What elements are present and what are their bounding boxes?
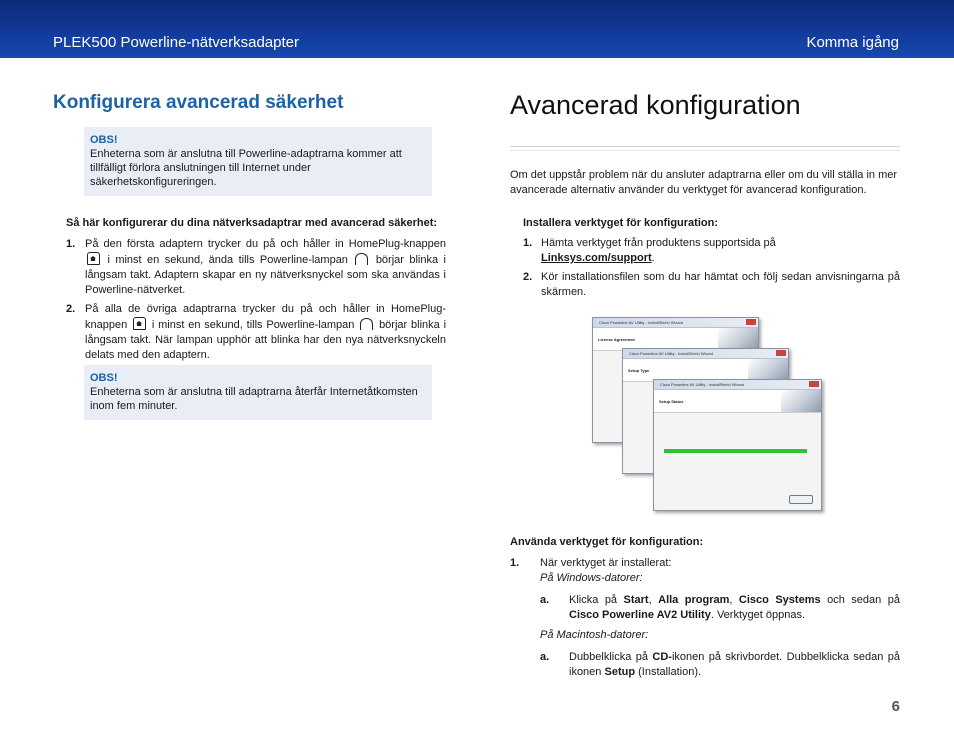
installer-window-setup-status [653,379,822,511]
advanced-config-title: Avancerad konfiguration [510,90,801,120]
intro-paragraph: Om det uppstår problem när du ansluter adaptrarna eller om du vill ställa in mer avancerade alternativ använder du verktyget för avancerad konfiguration. [510,169,898,196]
close-icon [746,319,756,325]
step-text: När verktyget är installerat: [540,557,672,569]
install-steps [523,236,900,304]
note-box [84,127,432,196]
windows-label: På Windows-datorer: [540,572,643,584]
use-heading: Använda verktyget för konfiguration: [510,536,704,548]
step-item [66,237,446,298]
step-text: På den första adaptern trycker du på och håller in HomePlug-knappen [85,238,446,250]
step-item [523,270,900,300]
divider [510,150,900,151]
step-item [66,302,446,363]
note-label: OBS! [90,372,118,384]
step-number: 1. [66,238,76,250]
window-subtitle: License Agreement [598,337,635,342]
step-item [510,556,900,571]
page-header [0,0,954,58]
step-number: 2. [523,271,533,283]
cancel-button [789,495,813,504]
powerline-light-icon [355,253,368,265]
step-text: i minst en sekund, tills Powerline-lampan [151,319,355,331]
step-item: 1. Hämta verktyget från produktens supportsida på Linksys.com/support. [523,237,776,264]
instruction-lead: Så här konfigurerar du dina nätverksadaptrar med avancerad säkerhet: [66,217,438,229]
window-title: Cisco Powerline AV Utility - InstallShield Wizard [599,320,684,325]
window-title: Cisco Powerline AV Utility - InstallShield Wizard [660,382,745,387]
wizard-graphic [781,390,821,412]
support-link[interactable]: Linksys.com/support [541,252,652,264]
powerline-light-icon [360,318,373,330]
step-text: Kör installationsfilen som du har hämtat och följ sedan anvisningarna på skärmen. [541,271,900,298]
homeplug-button-icon [87,252,100,265]
close-icon [809,381,819,387]
document-title: PLEK500 Powerline-nätverksadapter [53,34,299,51]
step-text: i minst en sekund, ända tills Powerline-lampan [107,254,348,266]
security-steps [66,237,446,367]
advanced-security-heading: Konfigurera avancerad säkerhet [53,92,344,113]
windows-instruction: a. Klicka på Start, Alla program, Cisco Systems och sedan på Cisco Powerline AV2 Utility. Verktyget öppnas. [540,594,900,621]
step-text: På alla de övriga adaptrarna trycker du på och håller in HomePlug-knappen [85,303,446,331]
note-text: Enheterna som är anslutna till adaptrarna återfår Internetåtkomsten inom fem minuter. [90,386,418,412]
close-icon [776,350,786,356]
divider [510,146,900,147]
wizard-graphic [748,359,788,381]
step-text: börjar blinka i långsam takt. När lampan upphör att blinka har den nya nätverksnyckeln delats med den adaptern. [85,319,447,361]
install-progress-bar [664,449,807,453]
step-number: 1. [523,237,533,249]
step-number: 2. [66,303,76,315]
window-title: Cisco Powerline AV Utility - InstallShield Wizard [629,351,714,356]
step-number: 1. [510,557,520,569]
note-box [84,365,432,420]
left-column-heading [53,92,446,114]
step-text: Hämta verktyget från produktens supportsida på [541,237,776,249]
mac-label: På Macintosh-datorer: [540,629,649,641]
homeplug-button-icon [133,317,146,330]
window-subtitle: Setup Status [659,399,684,404]
window-subtitle: Setup Type [628,368,650,373]
section-title: Komma igång [806,34,899,51]
page-number: 6 [891,698,900,715]
note-label: OBS! [90,134,118,146]
step-text: börjar blinka i långsam takt. Adaptern skapar en ny nätverksnyckel som ska användas i Powerline-nätverket. [85,254,446,296]
install-heading: Installera verktyget för konfiguration: [523,217,718,229]
note-text: Enheterna som är anslutna till Powerline-adaptrarna kommer att tillfälligt förlora anslutningen till Internet under säkerhetskonfigureringen. [90,148,402,188]
use-steps [510,556,900,680]
wizard-graphic [718,328,758,350]
mac-instruction: a. Dubbelklicka på CD-ikonen på skrivbordet. Dubbelklicka sedan på ikonen Setup (Installation). [540,651,900,678]
